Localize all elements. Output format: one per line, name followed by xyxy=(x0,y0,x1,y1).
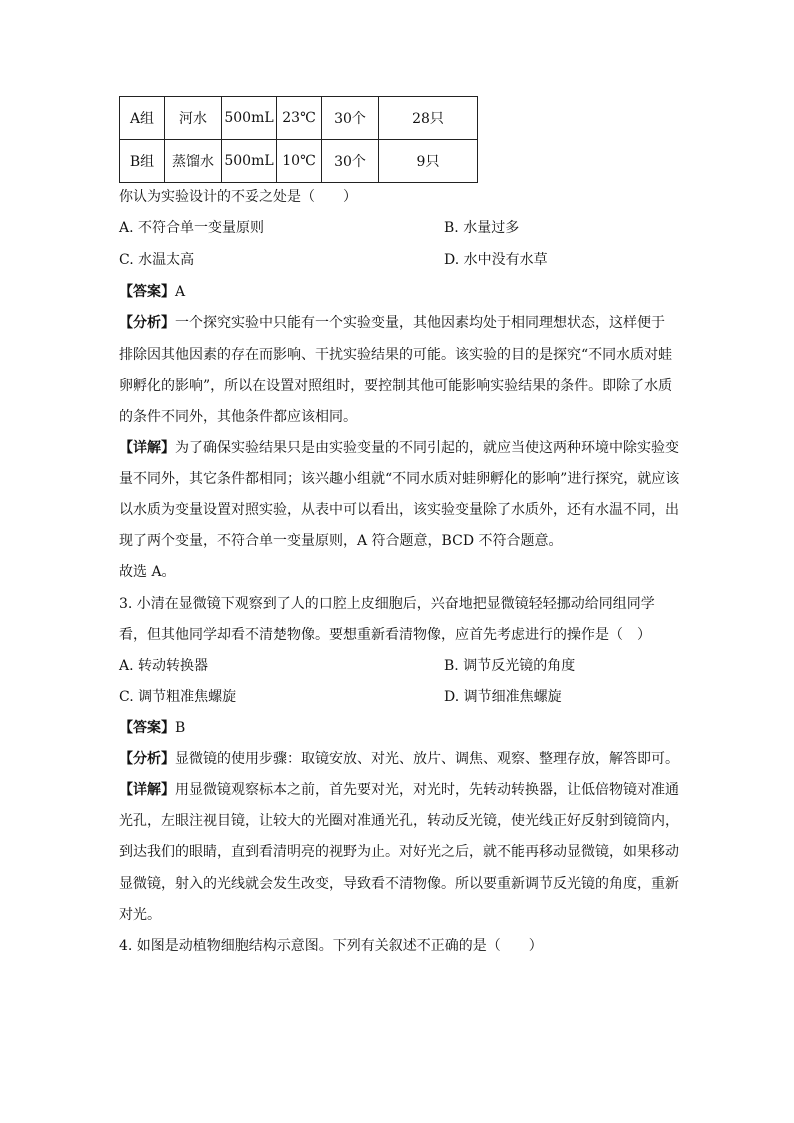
q2-detail-line: 现了两个变量，不符合单一变量原则，A 符合题意，BCD 不符合题意。 xyxy=(119,533,563,549)
table-cell: A组 xyxy=(120,97,165,140)
answer-tag: 【答案】 xyxy=(119,720,175,736)
q2-analysis-line: 排除因其他因素的存在而影响、干扰实验结果的可能。该实验的目的是探究“不同水质对蛙 xyxy=(119,347,673,363)
detail-text: 为了确保实验结果只是由实验变量的不同引起的，就应当使这两种环境中除实验变 xyxy=(175,440,679,456)
q2-option-a: A. 不符合单一变量原则 xyxy=(119,220,265,236)
q2-answer xyxy=(119,282,185,302)
table-cell: 500mL xyxy=(222,97,277,140)
table-cell: 9只 xyxy=(379,140,478,183)
q2-detail-line: 以水质为变量设置对照实验，从表中可以看出，该实验变量除了水质外，还有水温不同，出 xyxy=(119,502,679,518)
q3-detail-line: 显微镜，射入的光线就会发生改变，导致看不清物像。所以要重新调节反光镜的角度，重新 xyxy=(119,876,679,892)
table-cell: 10℃ xyxy=(277,140,322,183)
q2-analysis-line: 的条件不同外，其他条件都应该相同。 xyxy=(119,409,357,425)
table-row xyxy=(120,140,478,183)
detail-tag: 【详解】 xyxy=(119,440,175,456)
q2-analysis-line: 卵孵化的影响”，所以在设置对照组时，要控制其他可能影响实验结果的条件。即除了水质 xyxy=(119,378,673,394)
q3-answer xyxy=(119,718,185,738)
q2-detail-line xyxy=(119,438,679,458)
q3-option-c: C. 调节粗准焦螺旋 xyxy=(119,689,237,705)
q3-analysis xyxy=(119,749,679,769)
table-cell: 30个 xyxy=(322,97,379,140)
q2-option-b: B. 水量过多 xyxy=(444,220,520,236)
q3-option-d: D. 调节细准焦螺旋 xyxy=(444,689,562,705)
analysis-tag: 【分析】 xyxy=(119,751,175,767)
q3-option-a: A. 转动转换器 xyxy=(119,658,209,674)
q3-detail-line: 到达我们的眼睛，直到看清明亮的视野为止。对好光之后，就不能再移动显微镜，如果移动 xyxy=(119,844,679,860)
detail-tag: 【详解】 xyxy=(119,782,175,798)
table-cell: 河水 xyxy=(165,97,222,140)
answer-value: A xyxy=(175,284,186,300)
q3-detail-line xyxy=(119,780,679,800)
table-cell: 蒸馏水 xyxy=(165,140,222,183)
table-row xyxy=(120,97,478,140)
q2-conclusion: 故选 A。 xyxy=(119,564,176,580)
q2-analysis-line xyxy=(119,313,665,333)
table-cell: 500mL xyxy=(222,140,277,183)
q3-option-b: B. 调节反光镜的角度 xyxy=(444,658,576,674)
q2-detail-line: 量不同外，其它条件都相同；该兴趣小组就“不同水质对蛙卵孵化的影响”进行探究，就应该 xyxy=(119,471,680,487)
detail-text: 用显微镜观察标本之前，首先要对光，对光时，先转动转换器，让低倍物镜对准通 xyxy=(175,782,679,798)
q2-option-d: D. 水中没有水草 xyxy=(444,252,548,268)
q2-stem: 你认为实验设计的不妥之处是（ ） xyxy=(119,189,357,205)
table-cell: 28只 xyxy=(379,97,478,140)
answer-tag: 【答案】 xyxy=(119,284,175,300)
table-cell: B组 xyxy=(120,140,165,183)
analysis-text: 一个探究实验中只能有一个实验变量，其他因素均处于相同理想状态，这样便于 xyxy=(175,315,665,331)
table-cell: 23℃ xyxy=(277,97,322,140)
q3-detail-line: 对光。 xyxy=(119,907,161,923)
q2-option-c: C. 水温太高 xyxy=(119,252,195,268)
q3-stem-line: 看，但其他同学却看不清楚物像。要想重新看清物像，应首先考虑进行的操作是（ ） xyxy=(119,627,651,643)
analysis-tag: 【分析】 xyxy=(119,315,175,331)
q3-stem-line: 3. 小清在显微镜下观察到了人的口腔上皮细胞后，兴奋地把显微镜轻轻挪动给同组同学 xyxy=(119,596,655,612)
q4-stem: 4. 如图是动植物细胞结构示意图。下列有关叙述不正确的是（ ） xyxy=(119,938,543,954)
q3-detail-line: 光孔，左眼注视目镜，让较大的光圈对准通光孔，转动反光镜，使光线正好反射到镜筒内， xyxy=(119,813,679,829)
analysis-text: 显微镜的使用步骤：取镜安放、对光、放片、调焦、观察、整理存放，解答即可。 xyxy=(175,751,679,767)
experiment-table xyxy=(119,96,478,183)
table-cell: 30个 xyxy=(322,140,379,183)
answer-value: B xyxy=(175,720,186,736)
